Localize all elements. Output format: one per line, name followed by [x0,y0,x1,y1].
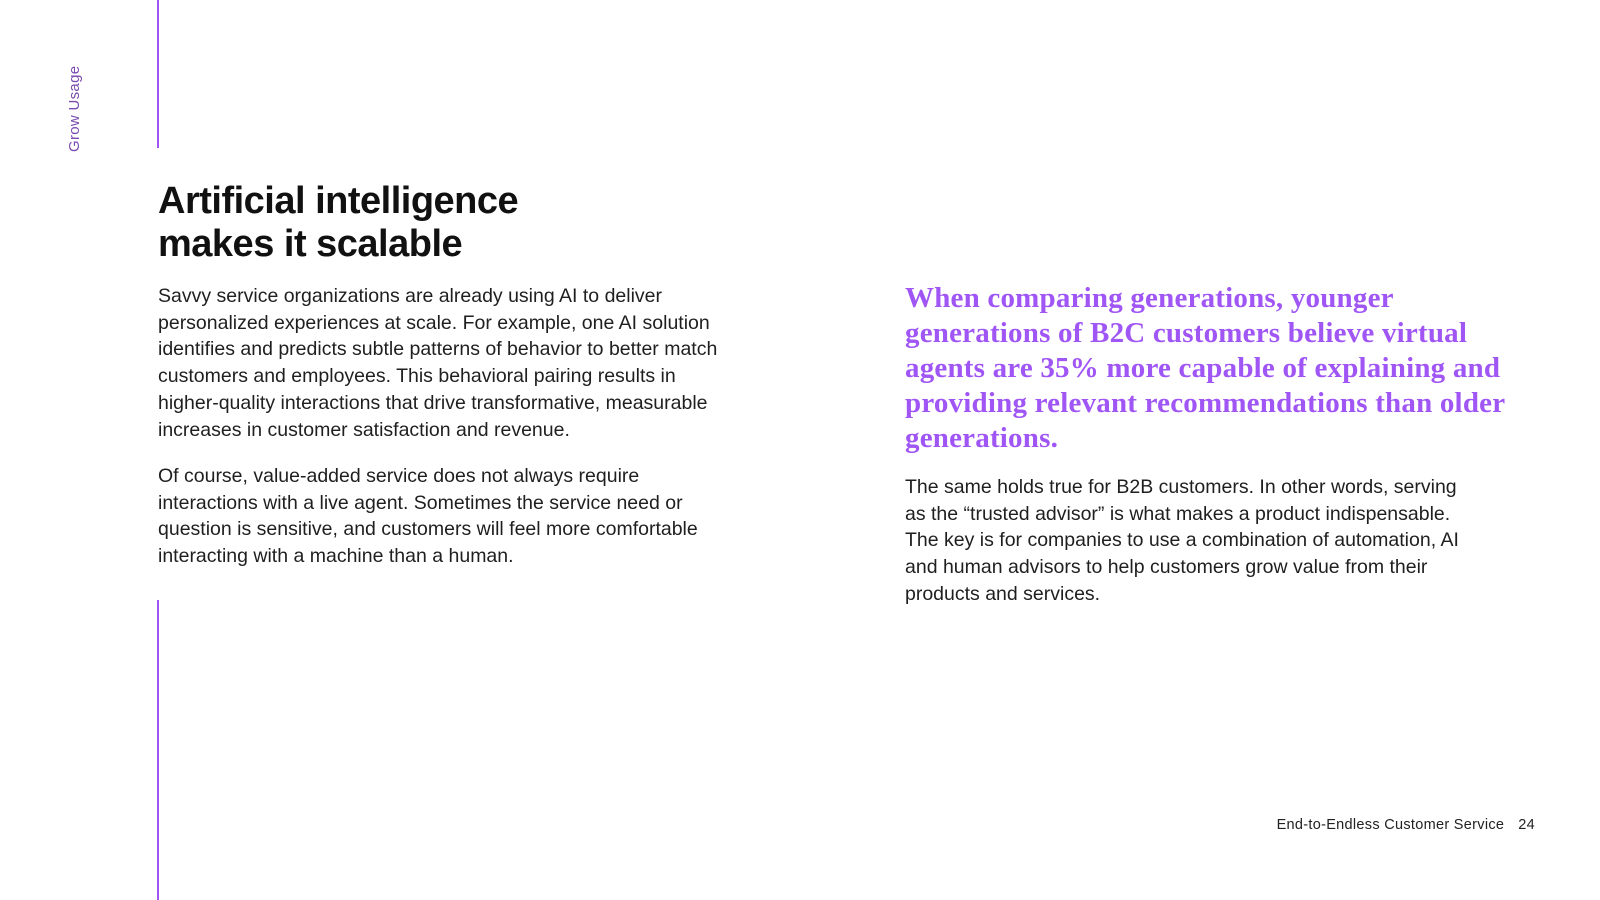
footer-page-number: 24 [1518,817,1535,833]
left-paragraph-1: Savvy service organizations are already using AI to deliver personalized experiences at scale. For example, one AI solution identifies and predicts subtle patterns of behavior to better match customers and employees. This behavioral pairing results in higher-quality interactions that drive transformative, measurable increases in customer satisfaction and revenue. [158,285,718,441]
left-paragraph-2: Of course, value-added service does not always require interactions with a live agent. Sometimes the service need or question is sensitive, and customers will feel more comfortable interacting with a machine than a human. [158,465,698,568]
page-heading [158,180,678,266]
footer-document-title: End-to-Endless Customer Service [1276,817,1505,833]
right-paragraph: The same holds true for B2B customers. In other words, serving as the “trusted advisor” is what makes a product indispensable. The key is for companies to use a combination of automation, AI and human advisors to help customers grow value from their products and services. [905,476,1459,605]
page-footer [1277,817,1535,833]
section-label: Grow Usage [66,65,83,152]
heading-line-1: Artificial intelligence [158,180,519,222]
pull-quote: When comparing generations, younger generations of B2C customers believe virtual agents are 35% more capable of explaining and providing relevant recommendations than older generations. [905,282,1505,454]
vertical-rule-top [157,0,159,148]
heading-line-2: makes it scalable [158,223,463,265]
vertical-rule-bottom [157,600,159,900]
